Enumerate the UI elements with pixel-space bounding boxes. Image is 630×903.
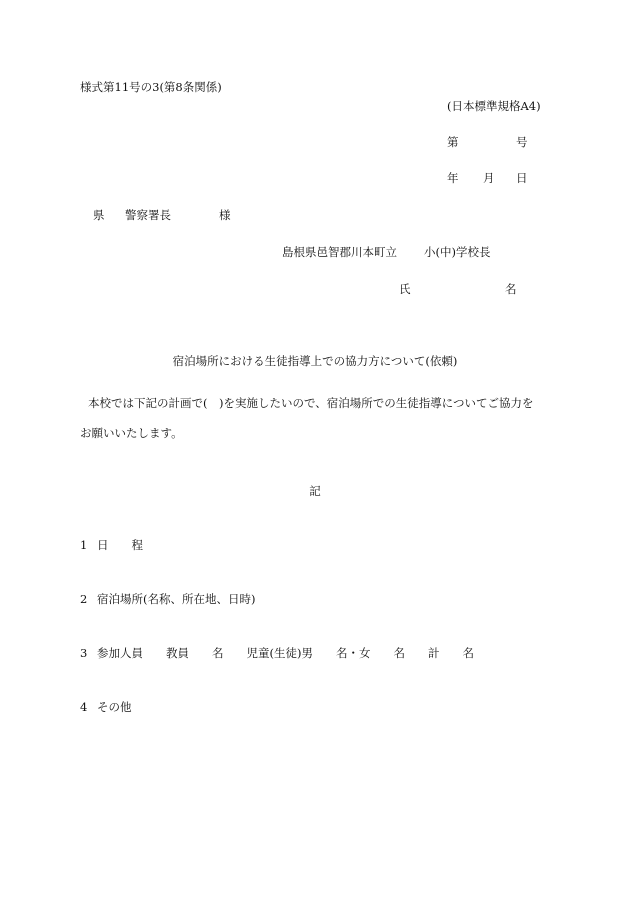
list-item-text: その他 (97, 700, 132, 714)
addressee-prefecture: 県 (93, 208, 105, 222)
list-item-number: 2 (80, 592, 88, 606)
list-item (80, 594, 255, 606)
document-title: 宿泊場所における生徒指導上での協力方について(依頼) (172, 354, 458, 368)
list-item-text: 日 程 (97, 538, 143, 552)
body-text-line-2: お願いいたします。 (80, 426, 183, 440)
addressee-honorific: 様 (219, 208, 231, 222)
sender-name-mei: 名 (505, 282, 517, 296)
list-item-number: 4 (80, 700, 88, 714)
paper-size-note: (日本標準規格A4) (447, 99, 541, 113)
document-number-dai: 第 (447, 135, 459, 149)
list-item-number: 1 (80, 538, 88, 552)
date-year: 年 (447, 171, 459, 185)
list-item (80, 702, 132, 714)
sender-name-shi: 氏 (399, 282, 411, 296)
addressee-police-chief: 警察署長 (125, 208, 171, 222)
list-item (80, 540, 143, 552)
document-number-go: 号 (516, 135, 528, 149)
body-text-line-1: 本校では下記の計画で( )を実施したいので、宿泊場所での生徒指導についてご協力を (88, 396, 534, 410)
list-item (80, 648, 474, 660)
sender-school-principal: 小(中)学校長 (424, 245, 491, 259)
sender-school-location: 島根県邑智郡川本町立 (282, 245, 397, 259)
list-item-text: 参加人員 教員 名 児童(生徒)男 名・女 名 計 名 (97, 646, 474, 660)
date-day: 日 (516, 171, 528, 185)
ki-heading: 記 (309, 484, 321, 498)
list-item-text: 宿泊場所(名称、所在地、日時) (97, 592, 256, 606)
date-month: 月 (483, 171, 495, 185)
list-item-number: 3 (80, 646, 88, 660)
form-number: 様式第11号の3(第8条関係) (80, 80, 222, 94)
